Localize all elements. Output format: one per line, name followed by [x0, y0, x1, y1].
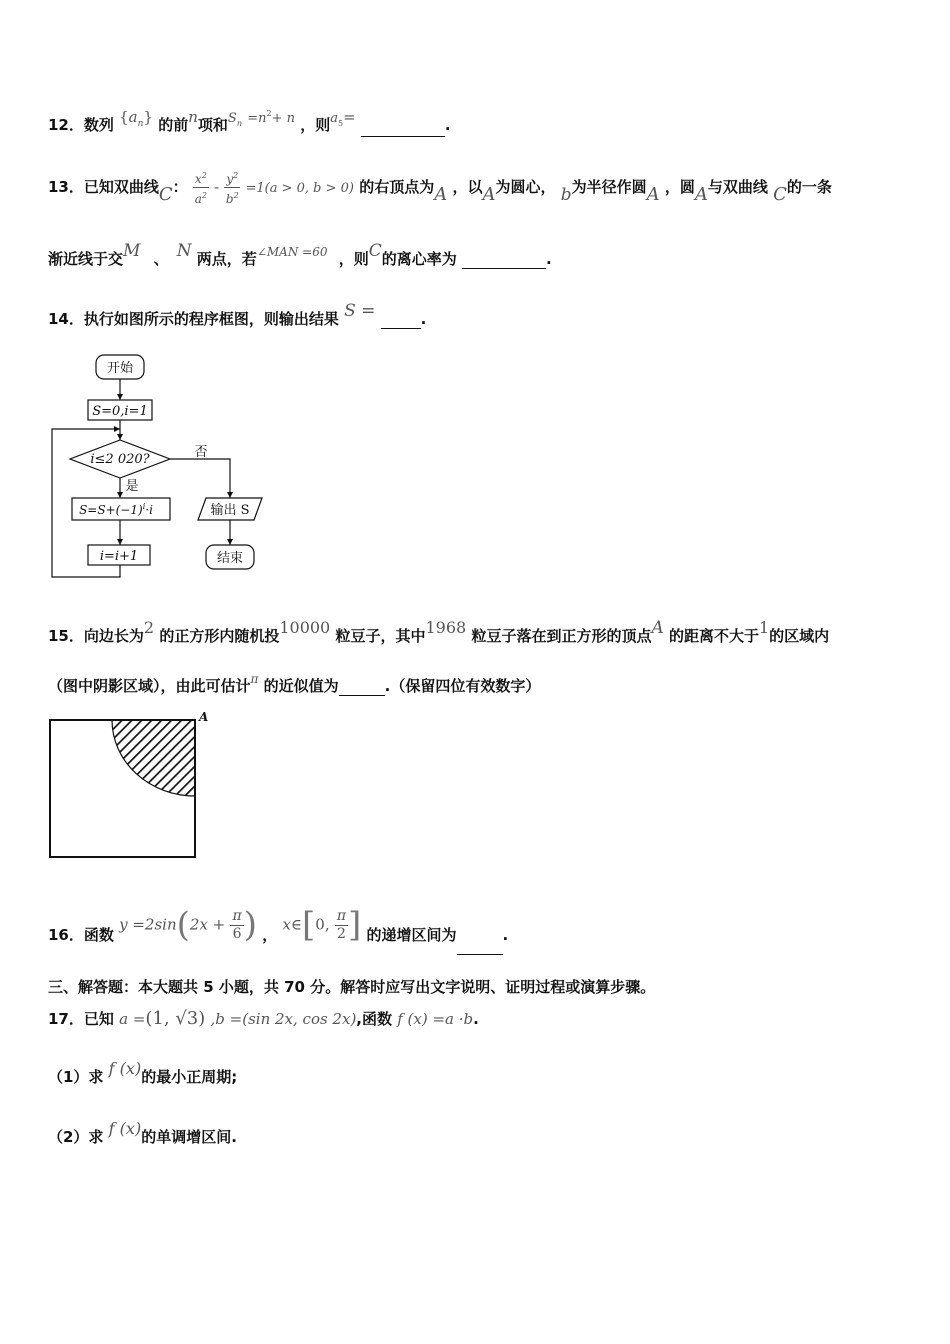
- square-vertex-label: A: [199, 710, 209, 724]
- q16-frac-pi6: $\frac{\pi}{6}$: [232, 907, 242, 942]
- q13-number: 13．: [48, 178, 84, 196]
- q12-seq-sub: n: [137, 119, 144, 129]
- flow-end-label: 结束: [216, 551, 244, 566]
- q15-text-6: 的区域内: [769, 627, 830, 645]
- question-17: [48, 1008, 479, 1029]
- question-16: [48, 905, 508, 945]
- q17-a-val: (1, √3): [145, 1008, 206, 1029]
- q13-l2-text-2: 两点，若: [196, 250, 257, 268]
- q12-S: S: [227, 111, 237, 126]
- q13-C-2: C: [773, 184, 787, 205]
- q17-end: .: [473, 1010, 479, 1028]
- q12-plus-n: + n: [271, 111, 295, 126]
- q16-frac-pi2: $\frac{\pi}{2}$: [336, 907, 347, 942]
- q17-p2-text: 的单调增区间.: [141, 1128, 237, 1146]
- question-15-line-2: [48, 672, 541, 696]
- flow-yes-label: 是: [125, 479, 139, 494]
- q15-one: 1: [758, 618, 770, 637]
- q16-bracket-close: ]: [348, 905, 362, 945]
- q13-text-7: 与双曲线: [707, 178, 768, 196]
- q15-number: 15．: [48, 627, 84, 645]
- q15-text-1: 向边长为: [83, 627, 144, 645]
- section-heading: 三、解答题：本大题共 5 小题，共 70 分。解答时应写出文字说明、证明过程或演算步骤。: [48, 978, 656, 996]
- q12-text-2: 的前: [158, 116, 189, 134]
- question-15: [48, 618, 830, 646]
- q12-number: 12．: [48, 116, 84, 134]
- q16-y-lhs: y =2sin: [119, 915, 177, 934]
- q13-text-3: ，以: [452, 178, 483, 196]
- q17-part-2: [48, 1119, 237, 1147]
- flow-output-label: 输出 S: [210, 503, 250, 518]
- square-figure: [44, 708, 224, 864]
- q13-A-4: A: [694, 184, 708, 205]
- flow-start-label: 开始: [106, 361, 134, 376]
- q12-eq: =: [343, 108, 356, 126]
- q17-p2-f: f (x): [108, 1119, 142, 1138]
- q13-angle: ∠MAN =60: [256, 245, 328, 259]
- q14-S-eq: S =: [344, 301, 376, 321]
- q13-minus: -: [214, 178, 220, 196]
- q15-pi: π: [250, 672, 259, 686]
- q13-text-4: 为圆心，: [495, 178, 556, 196]
- q16-paren-close: ): [243, 905, 257, 945]
- q17-f-def: f (x) =a ·b: [397, 1010, 474, 1028]
- q13-text-5: 为半径作圆: [571, 178, 647, 196]
- q13-A-3: A: [646, 184, 660, 205]
- flow-init-label: S=0,i=1: [92, 404, 148, 419]
- flow-cond-label: i≤2 020?: [90, 452, 150, 467]
- q13-l2-text-4: 的离心率为: [381, 250, 457, 268]
- q15-side: 2: [143, 618, 155, 637]
- q15-text-5: 的距离不大于: [668, 627, 759, 645]
- q15-l2-text-2: 的近似值为: [263, 677, 339, 695]
- q13-text-2: 的右顶点为: [359, 178, 435, 196]
- q13-l2-text-3: ，则: [338, 250, 369, 268]
- q13-sep: 、: [153, 250, 169, 268]
- question-12: [48, 108, 451, 137]
- q16-text-2: 的递增区间为: [366, 925, 457, 944]
- q14-text-1: 执行如图所示的程序框图，则输出结果: [83, 310, 339, 328]
- q13-A-1: A: [434, 184, 448, 205]
- q13-C-3: C: [368, 241, 382, 261]
- q15-hits: 1968: [425, 618, 467, 637]
- q16-inner: 2x +: [189, 915, 226, 934]
- flowchart: [40, 345, 280, 585]
- q17-b-vec: ,b =(sin 2x, cos 2x): [210, 1010, 357, 1028]
- q16-x-in: x∈: [282, 915, 303, 934]
- q12-text-4: ，则: [300, 116, 331, 134]
- q17-p2-label: （2）求: [48, 1128, 104, 1146]
- q12-text-1: 数列: [83, 116, 114, 134]
- q13-colon: ：: [172, 178, 188, 196]
- q17-number: 17．: [48, 1010, 84, 1028]
- q15-l2-text-1: （图中阴影区域），由此可估计: [48, 677, 251, 695]
- q13-b: b: [560, 185, 572, 205]
- question-14: [48, 301, 427, 329]
- q13-N: N: [176, 241, 192, 261]
- question-13: [48, 168, 832, 207]
- q13-text-1: 已知双曲线: [83, 178, 159, 196]
- question-13-line-2: [48, 241, 552, 269]
- q13-frac-x: $\frac{x^2}{a^2}$: [193, 168, 209, 207]
- q16-text-1: 函数: [83, 925, 114, 944]
- q16-zero: 0,: [315, 915, 330, 934]
- q12-S-sub: n: [236, 119, 242, 128]
- q12-end: .: [444, 116, 451, 134]
- q14-number: 14．: [48, 310, 84, 328]
- q16-comma: ，: [262, 925, 278, 944]
- q15-A: A: [651, 618, 664, 638]
- q13-frac-y: $\frac{y^2}{b^2}$: [224, 168, 240, 207]
- q13-cond: =1(a > 0, b > 0): [245, 181, 354, 196]
- q16-paren-open: (: [176, 905, 190, 945]
- q16-answer-blank[interactable]: [457, 954, 503, 955]
- q15-text-2: 的正方形内随机投: [159, 627, 280, 645]
- q17-text-2: ,函数: [356, 1010, 392, 1028]
- q15-text-4: 粒豆子落在到正方形的顶点: [471, 627, 652, 645]
- q12-text-3: 项和: [197, 116, 228, 134]
- q12-a5: a: [330, 111, 338, 126]
- q16-number: 16．: [48, 925, 84, 944]
- q14-end: .: [420, 310, 427, 328]
- flow-inc-label: i=i+1: [99, 549, 139, 564]
- q13-M: M: [123, 241, 141, 261]
- q16-bracket-open: [: [302, 905, 316, 945]
- q13-text-6: ，圆: [664, 178, 695, 196]
- flow-no-label: 否: [194, 445, 208, 460]
- q13-l2-text-1: 渐近线于交: [48, 250, 124, 268]
- q15-l2-text-3: .（保留四位有效数字）: [384, 677, 541, 695]
- q12-n: n: [188, 108, 198, 126]
- q15-text-3: 粒豆子，其中: [335, 627, 426, 645]
- q12-eq-rhs: =n: [247, 111, 267, 126]
- q12-sq: 2: [266, 109, 272, 118]
- flow-update-label: $S=S+(-1)^i\cdot i$: [79, 502, 153, 517]
- q16-end: .: [502, 925, 509, 944]
- q17-a-vec: a =: [119, 1010, 146, 1028]
- q17-text-1: 已知: [83, 1010, 114, 1028]
- q17-part-1: [48, 1059, 238, 1087]
- q13-C: C: [158, 184, 173, 205]
- q13-end: .: [545, 250, 552, 268]
- q17-p1-text: 的最小正周期;: [141, 1068, 238, 1086]
- q17-p1-label: （1）求: [48, 1068, 104, 1086]
- q12-seq-open: {: [119, 108, 129, 126]
- q14-answer-blank[interactable]: [381, 328, 421, 329]
- shaded-quarter-circle: [112, 720, 195, 796]
- q13-A-2: A: [482, 184, 496, 205]
- q13-text-8: 的一条: [786, 178, 832, 196]
- q12-seq: a: [128, 108, 138, 126]
- q13-answer-blank[interactable]: [462, 268, 546, 269]
- q17-p1-f: f (x): [108, 1059, 142, 1078]
- q12-seq-close: }: [143, 108, 153, 126]
- q15-total: 10000: [279, 618, 331, 637]
- q12-a5-sub: 5: [337, 119, 344, 128]
- q15-answer-blank[interactable]: [339, 695, 385, 696]
- q12-answer-blank[interactable]: [361, 136, 445, 137]
